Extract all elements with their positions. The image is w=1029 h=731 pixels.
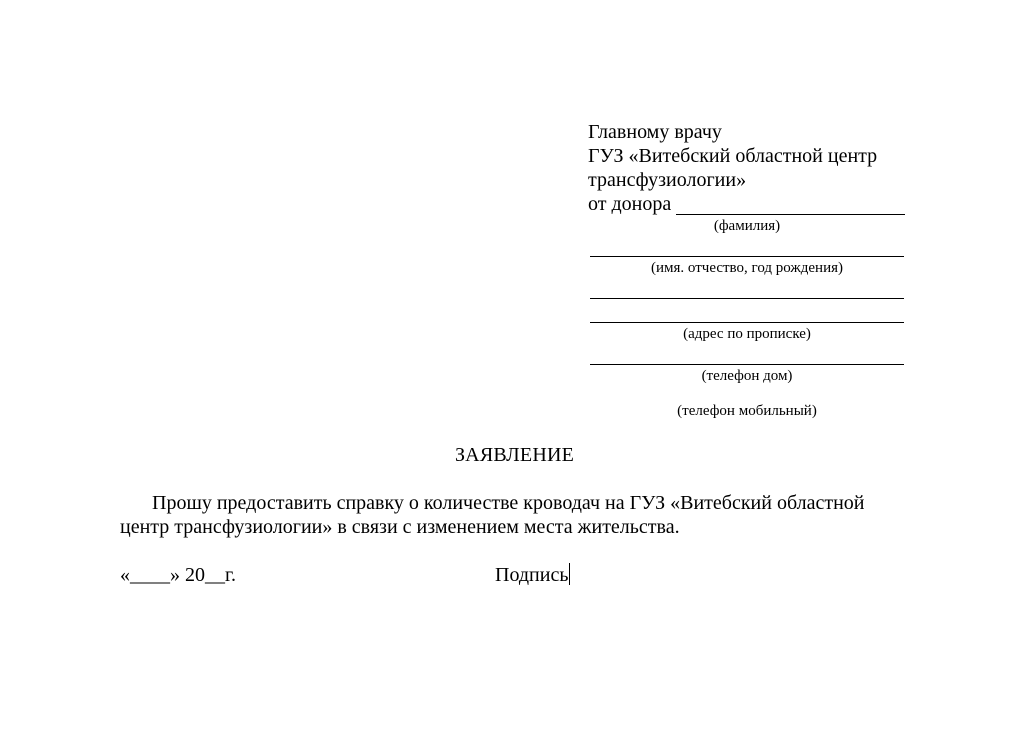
signature-label: Подпись [495,564,569,586]
date-field: «____» 20__г. [120,564,236,586]
home-phone-fill-line [590,364,904,365]
from-donor-label: от донора [588,193,672,215]
name-caption: (имя. отчество, год рождения) [651,260,843,276]
document-title: ЗАЯВЛЕНИЕ [454,444,575,466]
address-fill-line-2 [590,322,904,323]
addressee-line-3: трансфузиологии» [588,169,747,191]
signature-field[interactable] [495,563,570,587]
address-fill-line-1 [590,298,904,299]
body-text-line-1: Прошу предоставить справку о количестве кроводач на ГУЗ «Витебский областной [152,492,865,514]
name-fill-line [590,256,904,257]
body-text-line-2: центр трансфузиологии» в связи с изменением места жительства. [120,516,680,538]
addressee-line-1: Главному врачу [588,121,722,143]
text-cursor [569,563,570,585]
home-phone-caption: (телефон дом) [701,368,793,384]
surname-caption: (фамилия) [713,218,781,234]
address-caption: (адрес по прописке) [683,326,811,342]
surname-fill-line [676,214,905,215]
addressee-line-2: ГУЗ «Витебский областной центр [588,145,878,167]
mobile-phone-caption: (телефон мобильный) [677,403,817,419]
